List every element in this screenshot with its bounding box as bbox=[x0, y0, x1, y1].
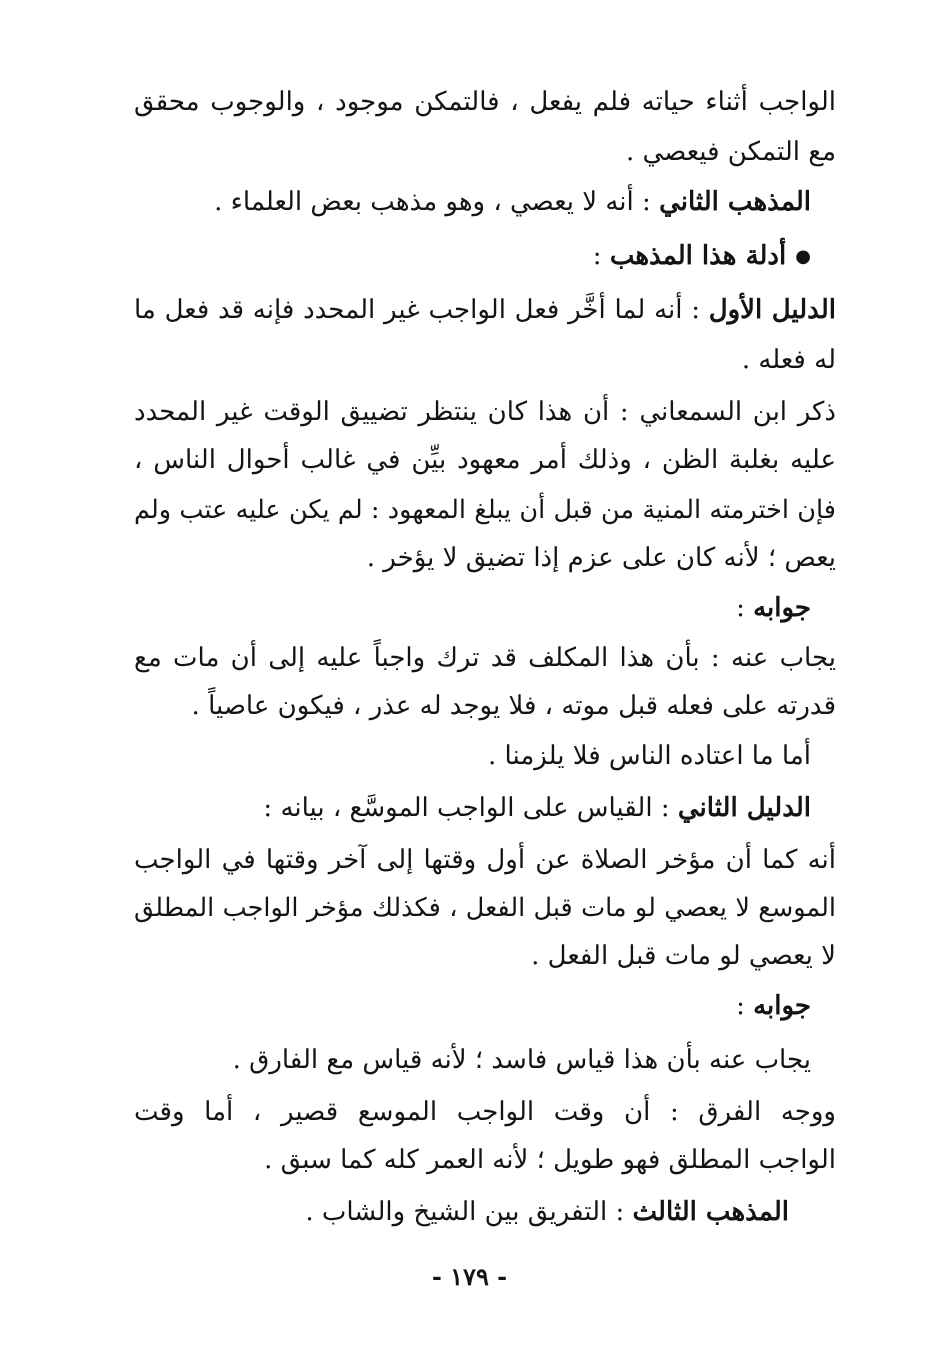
text-line-2: مع التمكن فيعصي . bbox=[625, 137, 836, 167]
text-line-7: ذكر ابن السمعاني : أن هذا كان ينتظر تضييق الوقت غير المحدد bbox=[134, 397, 836, 427]
text-line-20: يجاب عنه بأن هذا قياس فاسد ؛ لأنه قياس مع الفارق . bbox=[232, 1045, 811, 1075]
text-line-22: الواجب المطلق فهو طويل ؛ لأنه العمر كله كما سبق . bbox=[264, 1145, 836, 1175]
bullet-icon: ● bbox=[795, 246, 811, 267]
heading-second-doctrine bbox=[134, 182, 811, 222]
answer-heading-1 bbox=[134, 588, 811, 628]
answer-label: جوابه bbox=[753, 991, 811, 1021]
text-line-12: يجاب عنه : بأن هذا المكلف قد ترك واجباً عليه إلى أن مات مع bbox=[134, 643, 836, 673]
answer-label: جوابه bbox=[753, 593, 811, 623]
heading-label: أدلة هذا المذهب bbox=[609, 241, 796, 271]
text-line-17: الموسع لا يعصي لو مات قبل الفعل ، فكذلك مؤخر الواجب المطلق bbox=[134, 893, 836, 923]
heading-third-doctrine bbox=[134, 1192, 789, 1232]
text-line-10: يعص ؛ لأنه كان على عزم إذا تضيق لا يؤخر . bbox=[366, 543, 836, 573]
first-evidence-line bbox=[134, 290, 836, 330]
text-line-9: فإن اخترمته المنية من قبل أن يبلغ المعهود : لم يكن عليه عتب ولم bbox=[134, 495, 836, 525]
heading-text: : bbox=[592, 241, 610, 271]
text-line-21: ووجه الفرق : أن وقت الواجب الموسع قصير ، أما وقت bbox=[134, 1097, 836, 1127]
heading-label: المذهب الثالث bbox=[632, 1197, 789, 1227]
evidence-text: : القياس على الواجب الموسَّع ، بيانه : bbox=[263, 793, 678, 823]
text-line-1: الواجب أثناء حياته فلم يفعل ، فالتمكن موجود ، والوجوب محقق bbox=[134, 87, 836, 117]
heading-text: : أنه لا يعصي ، وهو مذهب بعض العلماء . bbox=[214, 187, 660, 217]
answer-colon: : bbox=[736, 991, 754, 1021]
text-line-18: لا يعصي لو مات قبل الفعل . bbox=[531, 941, 836, 971]
text-line-6: له فعله . bbox=[741, 345, 836, 375]
second-evidence-line bbox=[134, 788, 811, 828]
text-line-13: قدرته على فعله قبل موته ، فلا يوجد له عذر ، فيكون عاصياً . bbox=[191, 691, 836, 721]
answer-heading-2 bbox=[134, 986, 811, 1026]
text-line-8: عليه بغلبة الظن ، وذلك أمر معهود بيِّن في غالب أحوال الناس ، bbox=[134, 445, 836, 475]
heading-label: المذهب الثاني bbox=[659, 187, 811, 217]
text-line-16: أنه كما أن مؤخر الصلاة عن أول وقتها إلى آخر وقتها في الواجب bbox=[134, 845, 836, 875]
page-number: - ١٧٩ - bbox=[431, 1262, 508, 1291]
evidence-label: الدليل الأول bbox=[708, 295, 836, 325]
evidence-text: : أنه لما أخَّر فعل الواجب غير المحدد فإنه قد فعل ما bbox=[134, 295, 709, 325]
text-line-14: أما ما اعتاده الناس فلا يلزمنا . bbox=[488, 741, 811, 771]
answer-colon: : bbox=[736, 593, 754, 623]
heading-text: : التفريق بين الشيخ والشاب . bbox=[305, 1197, 633, 1227]
evidence-label: الدليل الثاني bbox=[677, 793, 811, 823]
heading-evidence-list bbox=[134, 236, 811, 277]
